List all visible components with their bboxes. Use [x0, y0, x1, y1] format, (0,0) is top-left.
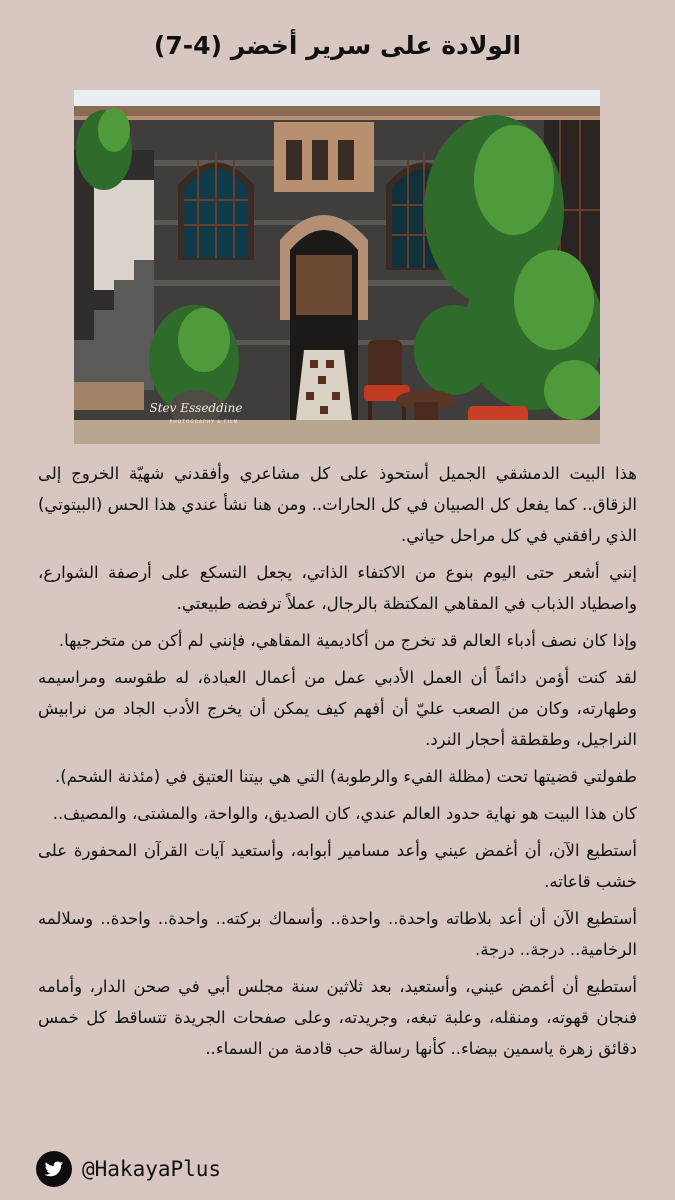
article-body	[38, 458, 637, 1070]
paragraph: أستطيع الآن، أن أغمض عيني وأعد مسامير أبوابه، وأستعيد آيات القرآن المحفورة على خشب قاعاته.	[38, 841, 637, 891]
page-title: الولادة على سرير أخضر (4-7)	[153, 31, 522, 60]
paragraph: طفولتي قضيتها تحت (مظلة الفيء والرطوبة) التي هي بيتنا العتيق في (مئذنة الشحم).	[54, 767, 637, 786]
paragraph: وإذا كان نصف أدباء العالم قد تخرج من أكاديمية المقاهي، فإنني لم أكن من متخرجيها.	[58, 631, 637, 650]
paragraph: كان هذا البيت هو نهاية حدود العالم عندي، كان الصديق، والواحة، والمشتى، والمصيف..	[52, 804, 637, 823]
paragraph: هذا البيت الدمشقي الجميل أستحوذ على كل مشاعري وأفقدني شهيّة الخروج إلى الزقاق.. كما يفعل كل الصبيان في كل الحارات.. ومن هنا نشأ عندي هذا الحس (البيتوتي) الذي رافقني في كل مراحل حياتي.	[38, 464, 637, 545]
watermark-caption: PHOTOGRAPHY & FILM	[169, 420, 239, 425]
paragraph: أستطيع الآن أن أعد بلاطاته واحدة.. واحدة.. وأسماك بركته.. واحدة.. واحدة.. وسلالمه الرخامية.. درجة.. درجة.	[38, 909, 637, 959]
twitter-handle[interactable]: @HakayaPlus	[82, 1157, 222, 1181]
footer	[36, 1150, 221, 1188]
paragraph: لقد كنت أؤمن دائماً أن العمل الأدبي عمل من أعمال العبادة، له طقوسه ومراسيمه وطهارته، وكان من الصعب عليّ أن أفهم كيف يمكن أن يخرج الأدب الجاد من نرابيش النراجيل، وطقطقة أحجار النرد.	[38, 668, 637, 749]
watermark-signature: Stev Esseddine	[149, 401, 243, 415]
paragraph: أستطيع أن أغمض عيني، وأستعيد، بعد ثلاثين سنة مجلس أبي في صحن الدار، وأمامه فنجان قهوته، ومنقله، وعلبة تبغه، وجريدته، وعلى صفحات الجريدة تتساقط كل خمس دقائق زهرة ياسمين بيضاء.. كأنها رسالة حب قادمة من السماء..	[38, 977, 637, 1058]
twitter-bird-icon[interactable]	[36, 1151, 72, 1187]
courtyard-photo	[74, 90, 600, 444]
paragraph: إنني أشعر حتى اليوم بنوع من الاكتفاء الذاتي، يجعل التسكع على أرصفة الشوارع، واصطياد الذباب في المقاهي المكتظة بالرجال، عملاً ترفضه طبيعتي.	[38, 563, 637, 613]
